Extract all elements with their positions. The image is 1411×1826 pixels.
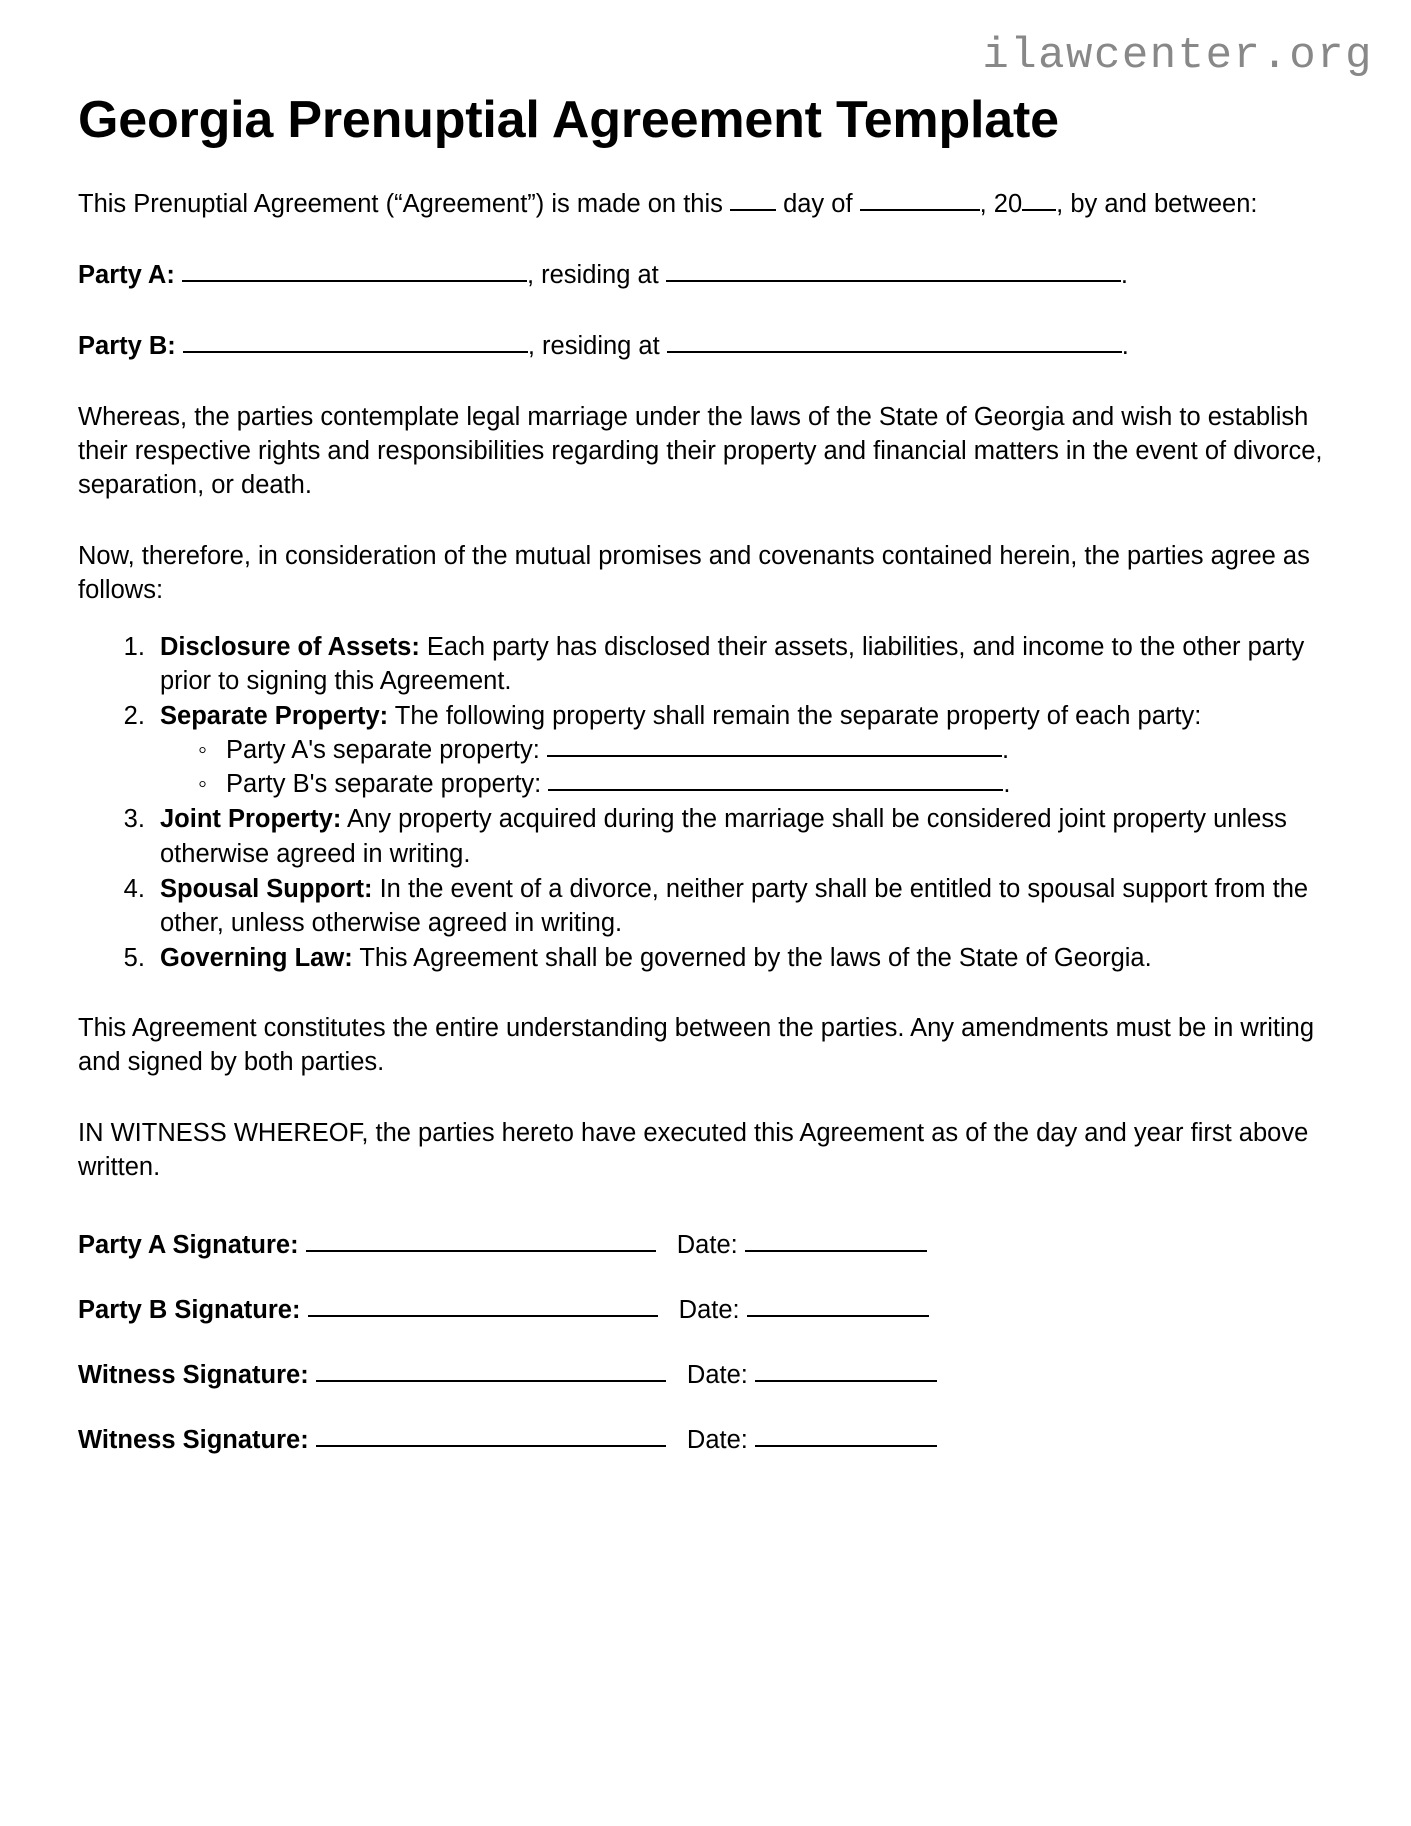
witness-2-date-blank[interactable] <box>755 1445 937 1447</box>
date-label: Date: <box>678 1295 740 1324</box>
sub-item-party-a-property <box>196 733 1333 767</box>
intro-text-part3: , 20 <box>979 190 1023 219</box>
clause-text: Each party has disclosed their assets, liabilities, and income to the other party prior to signing this Agreement. <box>160 632 1305 695</box>
party-a-residing-label: , residing at <box>526 261 659 290</box>
clause-heading: Spousal Support: <box>160 874 373 903</box>
intro-paragraph <box>78 188 1333 222</box>
date-label: Date: <box>676 1230 738 1259</box>
party-a-address-blank[interactable] <box>666 280 1121 282</box>
party-b-signature-blank[interactable] <box>308 1315 658 1317</box>
party-a-period: . <box>1120 261 1128 290</box>
date-label: Date: <box>686 1361 748 1390</box>
clause-item-governing-law <box>152 941 1333 975</box>
site-watermark: ilawcenter.org <box>982 31 1373 81</box>
clause-text: This Agreement shall be governed by the laws of the State of Georgia. <box>359 944 1152 973</box>
witness-1-signature-blank[interactable] <box>316 1380 666 1382</box>
signature-label: Witness Signature: <box>78 1426 309 1455</box>
signature-row-party-a <box>78 1229 1333 1262</box>
page-title: Georgia Prenuptial Agreement Template <box>78 91 1059 149</box>
sub-item-party-b-property <box>196 767 1333 801</box>
clause-item-spousal-support <box>152 872 1333 940</box>
party-a-date-blank[interactable] <box>745 1250 927 1252</box>
month-blank[interactable] <box>860 209 980 211</box>
clause-text: In the event of a divorce, neither party shall be entitled to spousal support from the other, unless otherwise agreed in writing. <box>160 874 1309 937</box>
witness-whereof-paragraph: IN WITNESS WHEREOF, the parties hereto have executed this Agreement as of the day and year first above written. <box>78 1118 1309 1181</box>
party-a-line <box>78 259 1333 293</box>
party-b-name-blank[interactable] <box>183 351 528 353</box>
entire-understanding-paragraph: This Agreement constitutes the entire understanding between the parties. Any amendments must be in writing and signed by both parties. <box>78 1014 1315 1077</box>
party-a-name-blank[interactable] <box>182 280 527 282</box>
clause-item-joint-property <box>152 802 1333 870</box>
intro-text-part2: day of <box>783 190 853 219</box>
clause-heading: Joint Property: <box>160 805 342 834</box>
party-b-address-blank[interactable] <box>667 351 1122 353</box>
clause-item-disclosure-of-assets <box>152 630 1333 698</box>
sub-item-label: Party A's separate property: <box>226 736 540 765</box>
now-therefore-paragraph: Now, therefore, in consideration of the mutual promises and covenants contained herein, the parties agree as follows: <box>78 541 1310 604</box>
sub-item-period: . <box>1003 770 1011 799</box>
clause-item-separate-property <box>152 699 1333 801</box>
clause-heading: Disclosure of Assets: <box>160 632 420 661</box>
year-blank[interactable] <box>1022 209 1056 211</box>
signature-row-party-b <box>78 1294 1333 1327</box>
party-b-line <box>78 330 1333 364</box>
party-b-date-blank[interactable] <box>747 1315 929 1317</box>
witness-1-date-blank[interactable] <box>755 1380 937 1382</box>
party-b-period: . <box>1121 332 1129 361</box>
party-a-separate-property-blank[interactable] <box>547 755 1002 757</box>
signature-label: Witness Signature: <box>78 1361 309 1390</box>
date-label: Date: <box>686 1426 748 1455</box>
clause-text: Any property acquired during the marriage shall be considered joint property unless otherwise agreed in writing. <box>160 805 1287 868</box>
signature-block <box>78 1229 1333 1458</box>
day-blank[interactable] <box>730 209 776 211</box>
signature-label: Party A Signature: <box>78 1230 299 1259</box>
party-b-separate-property-blank[interactable] <box>548 789 1003 791</box>
clause-heading: Separate Property: <box>160 701 389 730</box>
signature-row-witness-1 <box>78 1359 1333 1392</box>
intro-text-part4: , by and between: <box>1056 190 1258 219</box>
signature-row-witness-2 <box>78 1424 1333 1457</box>
clause-list <box>78 630 1333 976</box>
intro-text-part1: This Prenuptial Agreement (“Agreement”) is made on this <box>78 190 723 219</box>
whereas-paragraph: Whereas, the parties contemplate legal marriage under the laws of the State of Georgia and wish to establish their respective rights and responsibilities regarding their property and financial matters in the event of divorce, separation, or death. <box>78 403 1323 499</box>
signature-label: Party B Signature: <box>78 1295 301 1324</box>
clause-text: The following property shall remain the separate property of each party: <box>394 701 1202 730</box>
party-a-label: Party A: <box>78 261 175 290</box>
separate-property-sublist <box>160 733 1333 801</box>
party-b-label: Party B: <box>78 332 176 361</box>
clause-heading: Governing Law: <box>160 944 353 973</box>
party-b-residing-label: , residing at <box>527 332 660 361</box>
witness-2-signature-blank[interactable] <box>316 1445 666 1447</box>
party-a-signature-blank[interactable] <box>306 1250 656 1252</box>
sub-item-label: Party B's separate property: <box>226 770 542 799</box>
sub-item-period: . <box>1001 736 1010 765</box>
